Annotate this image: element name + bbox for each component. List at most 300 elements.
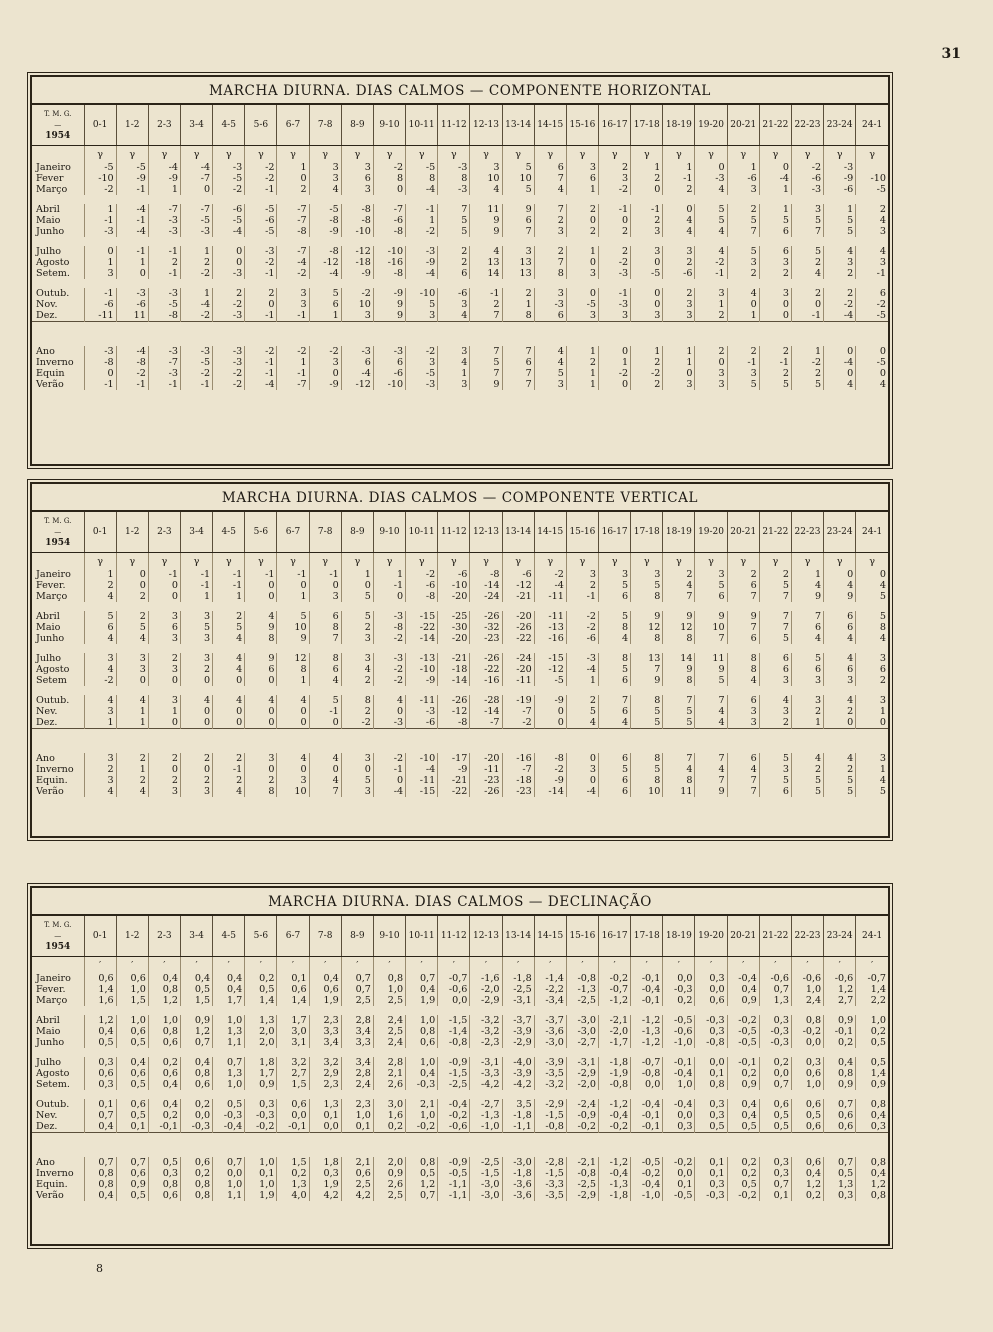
- value-cell: -1: [856, 268, 888, 279]
- table-vertical-component: [30, 482, 890, 838]
- value-cell: -4: [180, 162, 212, 173]
- value-cell: [856, 162, 888, 173]
- value-cell: -10: [373, 379, 405, 390]
- value-cell: 5: [759, 753, 791, 764]
- value-cell: 9: [470, 379, 502, 390]
- value-cell: 6: [824, 622, 856, 633]
- value-cell: -2: [502, 717, 534, 729]
- unit-symbol: ′: [406, 957, 438, 974]
- value-cell: 1,2: [148, 995, 180, 1006]
- value-cell: 0,5: [180, 984, 212, 995]
- value-cell: -1: [148, 268, 180, 279]
- value-cell: 1,3: [309, 1099, 341, 1110]
- value-cell: 4: [566, 717, 598, 729]
- hour-header: 18-19: [663, 105, 695, 146]
- value-cell: 7: [695, 775, 727, 786]
- value-cell: -1: [309, 706, 341, 717]
- value-cell: 3,2: [309, 1057, 341, 1068]
- value-cell: 1: [180, 288, 212, 299]
- value-cell: 5: [631, 717, 663, 729]
- value-cell: 2: [759, 569, 791, 580]
- value-cell: 2: [824, 288, 856, 299]
- value-cell: -4: [116, 204, 148, 215]
- value-cell: 0,4: [213, 984, 245, 995]
- value-cell: 2: [599, 246, 631, 257]
- hour-header: 4-5: [213, 105, 245, 146]
- value-cell: 0,5: [759, 1110, 791, 1121]
- value-cell: 5: [791, 653, 823, 664]
- value-cell: -5: [856, 357, 888, 368]
- value-cell: 3: [309, 162, 341, 173]
- value-cell: -20: [502, 611, 534, 622]
- value-cell: -14: [470, 580, 502, 591]
- value-cell: 8: [341, 695, 373, 706]
- value-cell: -10: [406, 664, 438, 675]
- value-cell: -3: [213, 268, 245, 279]
- value-cell: 0,4: [84, 1121, 116, 1133]
- value-cell: 2: [438, 257, 470, 268]
- value-cell: 0,6: [116, 1099, 148, 1110]
- value-cell: -2: [791, 162, 823, 173]
- value-cell: 2: [631, 215, 663, 226]
- value-cell: 4: [791, 633, 823, 644]
- unit-symbol: ′: [180, 957, 212, 974]
- value-cell: 7: [502, 368, 534, 379]
- value-cell: 7: [438, 204, 470, 215]
- unit-symbol: γ: [824, 553, 856, 570]
- table-row: [32, 973, 888, 984]
- value-cell: 4: [824, 653, 856, 664]
- value-cell: -26: [502, 622, 534, 633]
- value-cell: 0,5: [856, 1057, 888, 1068]
- value-cell: 5: [727, 215, 759, 226]
- hour-header: 8-9: [341, 105, 373, 146]
- value-cell: -3,2: [470, 1015, 502, 1026]
- value-cell: -4: [213, 226, 245, 237]
- value-cell: -1,6: [470, 973, 502, 984]
- value-cell: 2,8: [341, 1068, 373, 1079]
- value-cell: 1: [84, 204, 116, 215]
- unit-symbol: γ: [631, 553, 663, 570]
- value-cell: -7: [277, 379, 309, 390]
- value-cell: -1,0: [470, 1121, 502, 1133]
- value-cell: 7: [791, 611, 823, 622]
- value-cell: -0,1: [727, 1057, 759, 1068]
- value-cell: 2: [148, 257, 180, 268]
- value-cell: -1: [599, 288, 631, 299]
- table-row: [32, 1057, 888, 1068]
- value-cell: 0: [824, 368, 856, 379]
- value-cell: -2: [373, 633, 405, 644]
- value-cell: -2: [277, 268, 309, 279]
- value-cell: 4: [856, 379, 888, 390]
- value-cell: 3: [856, 695, 888, 706]
- value-cell: 3: [791, 204, 823, 215]
- value-cell: 0,3: [695, 973, 727, 984]
- value-cell: 1: [277, 591, 309, 602]
- value-cell: 2: [116, 775, 148, 786]
- value-cell: 0,5: [759, 1121, 791, 1133]
- value-cell: 1,0: [791, 984, 823, 995]
- table-row: [32, 580, 888, 591]
- value-cell: 2,0: [373, 1157, 405, 1168]
- value-cell: 1: [341, 569, 373, 580]
- hour-header: 20-21: [727, 916, 759, 957]
- row-label: Verão: [36, 1190, 64, 1201]
- value-cell: 5: [791, 246, 823, 257]
- value-cell: 1: [759, 204, 791, 215]
- value-cell: -4: [373, 786, 405, 797]
- table-row: [32, 357, 888, 368]
- value-cell: 3: [727, 257, 759, 268]
- value-cell: -0,3: [695, 1015, 727, 1026]
- value-cell: 2: [84, 580, 116, 591]
- value-cell: -10: [856, 173, 888, 184]
- unit-symbol: γ: [309, 146, 341, 163]
- value-cell: -24: [502, 653, 534, 664]
- data-table: [32, 512, 888, 797]
- hour-header: 15-16: [566, 916, 598, 957]
- value-cell: 0,5: [856, 1037, 888, 1048]
- row-label: Abril: [36, 1015, 60, 1026]
- value-cell: -18: [502, 775, 534, 786]
- value-cell: 2: [791, 288, 823, 299]
- value-cell: 0: [180, 675, 212, 686]
- table-row: [32, 173, 888, 184]
- value-cell: 2: [534, 246, 566, 257]
- value-cell: 4: [727, 288, 759, 299]
- table-row: [32, 1168, 888, 1179]
- value-cell: 1,0: [856, 1015, 888, 1026]
- value-cell: 0: [631, 299, 663, 310]
- value-cell: -11: [406, 775, 438, 786]
- row-label: Ano: [36, 753, 55, 764]
- table-row: [32, 184, 888, 195]
- value-cell: 1: [566, 184, 598, 195]
- value-cell: -3: [373, 346, 405, 357]
- value-cell: 2: [148, 753, 180, 764]
- value-cell: -16: [373, 257, 405, 268]
- value-cell: 8: [856, 622, 888, 633]
- value-cell: 0,7: [406, 973, 438, 984]
- value-cell: 1: [438, 368, 470, 379]
- value-cell: -10: [438, 580, 470, 591]
- row-label: Abril: [36, 204, 60, 215]
- value-cell: 0,4: [727, 1110, 759, 1121]
- value-cell: 2: [727, 569, 759, 580]
- value-cell: 0,7: [180, 1037, 212, 1048]
- value-cell: 0,7: [213, 1057, 245, 1068]
- value-cell: 0,5: [116, 1110, 148, 1121]
- value-cell: 0,6: [84, 1068, 116, 1079]
- hour-header: 6-7: [277, 512, 309, 553]
- value-cell: 6: [502, 215, 534, 226]
- value-cell: -3: [180, 226, 212, 237]
- value-cell: 4: [84, 633, 116, 644]
- value-cell: 0: [631, 257, 663, 268]
- row-label: Maio: [36, 622, 61, 633]
- value-cell: 1: [856, 706, 888, 717]
- value-cell: 2: [180, 257, 212, 268]
- value-cell: 3: [599, 569, 631, 580]
- value-cell: -3,0: [566, 1026, 598, 1037]
- value-cell: 0,0: [277, 1110, 309, 1121]
- hour-header: 8-9: [341, 512, 373, 553]
- value-cell: 5: [791, 215, 823, 226]
- hour-header: 18-19: [663, 916, 695, 957]
- hour-header: 14-15: [534, 105, 566, 146]
- value-cell: -1: [695, 268, 727, 279]
- value-cell: -10: [373, 246, 405, 257]
- value-cell: 4: [213, 633, 245, 644]
- value-cell: -0,7: [631, 1057, 663, 1068]
- corner-label: [32, 512, 84, 553]
- value-cell: 10: [341, 299, 373, 310]
- value-cell: 7: [759, 611, 791, 622]
- value-cell: 4: [309, 775, 341, 786]
- value-cell: 0,1: [695, 1157, 727, 1168]
- corner-line: 1954: [45, 130, 71, 141]
- value-cell: -0,7: [856, 973, 888, 984]
- value-cell: 6: [534, 162, 566, 173]
- value-cell: -5: [631, 268, 663, 279]
- value-cell: -3,9: [502, 1026, 534, 1037]
- hour-header: 0-1: [84, 916, 116, 957]
- value-cell: 1,2: [824, 984, 856, 995]
- value-cell: 3: [309, 173, 341, 184]
- row-label: Agosto: [36, 1068, 70, 1079]
- value-cell: 0: [148, 591, 180, 602]
- value-cell: 5: [791, 379, 823, 390]
- value-cell: -0,5: [727, 1037, 759, 1048]
- value-cell: 0,6: [759, 1099, 791, 1110]
- value-cell: 0,6: [148, 1190, 180, 1201]
- value-cell: -8: [277, 226, 309, 237]
- value-cell: 6: [599, 591, 631, 602]
- unit-symbol: γ: [824, 146, 856, 163]
- value-cell: 4: [277, 695, 309, 706]
- value-cell: 3: [727, 706, 759, 717]
- value-cell: 4: [438, 357, 470, 368]
- value-cell: 0: [341, 580, 373, 591]
- value-cell: 5: [727, 379, 759, 390]
- value-cell: 3: [631, 246, 663, 257]
- table-row: [32, 984, 888, 995]
- value-cell: 0,0: [631, 1079, 663, 1090]
- value-cell: -0,3: [759, 1026, 791, 1037]
- value-cell: 3: [695, 288, 727, 299]
- value-cell: -6: [373, 368, 405, 379]
- hour-header: 6-7: [277, 916, 309, 957]
- value-cell: 0: [277, 580, 309, 591]
- value-cell: 0,5: [116, 1079, 148, 1090]
- value-cell: 0,0: [663, 973, 695, 984]
- value-cell: 8: [599, 653, 631, 664]
- value-cell: -2,5: [566, 1179, 598, 1190]
- hour-header: 2-3: [148, 105, 180, 146]
- value-cell: -1: [180, 379, 212, 390]
- value-cell: 1,0: [245, 1157, 277, 1168]
- unit-symbol: γ: [373, 553, 405, 570]
- value-cell: -5: [406, 162, 438, 173]
- value-cell: -0,3: [406, 1079, 438, 1090]
- value-cell: 0,6: [309, 984, 341, 995]
- value-cell: 8: [438, 173, 470, 184]
- value-cell: -3,2: [470, 1026, 502, 1037]
- value-cell: 3: [341, 162, 373, 173]
- value-cell: -1: [245, 184, 277, 195]
- value-cell: 3: [695, 368, 727, 379]
- value-cell: -1,8: [502, 1168, 534, 1179]
- value-cell: 13: [631, 653, 663, 664]
- value-cell: -23: [470, 775, 502, 786]
- value-cell: -26: [470, 611, 502, 622]
- value-cell: -3: [213, 346, 245, 357]
- value-cell: -3,2: [534, 1079, 566, 1090]
- value-cell: 3: [148, 611, 180, 622]
- hour-header: 5-6: [245, 512, 277, 553]
- value-cell: 0,2: [856, 1026, 888, 1037]
- value-cell: 3: [502, 246, 534, 257]
- row-label: Janeiro: [36, 973, 71, 984]
- value-cell: -1: [84, 379, 116, 390]
- table-row: [32, 695, 888, 706]
- hour-header: 0-1: [84, 105, 116, 146]
- value-cell: -9: [341, 268, 373, 279]
- value-cell: 0: [695, 357, 727, 368]
- value-cell: 3,3: [341, 1037, 373, 1048]
- value-cell: -3,0: [534, 1037, 566, 1048]
- value-cell: 6: [148, 622, 180, 633]
- value-cell: 8: [663, 775, 695, 786]
- corner-line: T. M. G.: [44, 920, 72, 929]
- unit-symbol: γ: [566, 553, 598, 570]
- hour-header: 23-24: [824, 512, 856, 553]
- value-cell: 4: [663, 764, 695, 775]
- value-cell: 0,6: [791, 1068, 823, 1079]
- value-cell: -1: [791, 310, 823, 322]
- value-cell: 7: [470, 368, 502, 379]
- hour-header: 10-11: [406, 105, 438, 146]
- value-cell: 2: [856, 675, 888, 686]
- value-cell: 6: [309, 664, 341, 675]
- value-cell: 11: [470, 204, 502, 215]
- value-cell: -2: [406, 346, 438, 357]
- value-cell: -1: [470, 288, 502, 299]
- value-cell: 4: [341, 664, 373, 675]
- value-cell: 2: [534, 215, 566, 226]
- value-cell: 0,5: [116, 1037, 148, 1048]
- value-cell: 0,1: [277, 973, 309, 984]
- value-cell: 1: [502, 299, 534, 310]
- value-cell: -32: [470, 622, 502, 633]
- value-cell: -0,1: [148, 1121, 180, 1133]
- value-cell: 5: [695, 675, 727, 686]
- value-cell: 0: [373, 775, 405, 786]
- hour-header: 17-18: [631, 105, 663, 146]
- row-label: Setem: [36, 675, 67, 686]
- value-cell: 2: [116, 753, 148, 764]
- hour-header: 2-3: [148, 512, 180, 553]
- value-cell: 4: [856, 246, 888, 257]
- value-cell: 10: [631, 786, 663, 797]
- value-cell: 1: [277, 162, 309, 173]
- value-cell: 1: [791, 569, 823, 580]
- value-cell: -5: [309, 204, 341, 215]
- value-cell: -5: [213, 215, 245, 226]
- value-cell: -6: [502, 569, 534, 580]
- hour-header: 17-18: [631, 512, 663, 553]
- table-row: [32, 653, 888, 664]
- value-cell: 0: [84, 246, 116, 257]
- value-cell: 7: [470, 346, 502, 357]
- value-cell: 0: [631, 288, 663, 299]
- value-cell: 0,1: [245, 1168, 277, 1179]
- value-cell: 0,8: [84, 1168, 116, 1179]
- row-label: Outub.: [36, 695, 70, 706]
- value-cell: 0,6: [277, 1099, 309, 1110]
- value-cell: 7: [727, 786, 759, 797]
- value-cell: -2: [373, 162, 405, 173]
- value-cell: 6: [791, 622, 823, 633]
- value-cell: 1,6: [84, 995, 116, 1006]
- value-cell: 3: [566, 764, 598, 775]
- value-cell: -26: [470, 653, 502, 664]
- hour-header: 1-2: [116, 512, 148, 553]
- value-cell: 0,0: [791, 1037, 823, 1048]
- value-cell: -0,5: [663, 1190, 695, 1201]
- value-cell: 0,6: [180, 1157, 212, 1168]
- value-cell: 0: [245, 764, 277, 775]
- value-cell: 8: [502, 310, 534, 322]
- unit-symbol: ′: [84, 957, 116, 974]
- unit-symbol: γ: [341, 146, 373, 163]
- unit-symbol: γ: [245, 146, 277, 163]
- value-cell: -1,3: [566, 984, 598, 995]
- value-cell: -0,5: [663, 1015, 695, 1026]
- value-cell: 6: [245, 664, 277, 675]
- value-cell: 0: [759, 299, 791, 310]
- value-cell: 0,8: [824, 1068, 856, 1079]
- value-cell: 0,5: [727, 1179, 759, 1190]
- value-cell: -0,1: [277, 1121, 309, 1133]
- value-cell: -0,4: [663, 1068, 695, 1079]
- value-cell: -3,4: [534, 995, 566, 1006]
- unit-symbol: γ: [663, 146, 695, 163]
- value-cell: -2: [599, 368, 631, 379]
- value-cell: 0: [116, 675, 148, 686]
- value-cell: 0: [534, 717, 566, 729]
- value-cell: 4: [534, 357, 566, 368]
- unit-symbol: ′: [759, 957, 791, 974]
- table-row: [32, 1026, 888, 1037]
- row-label: Agosto: [36, 664, 70, 675]
- value-cell: 2,6: [373, 1079, 405, 1090]
- hour-header: 13-14: [502, 105, 534, 146]
- unit-symbol: ′: [245, 957, 277, 974]
- value-cell: -4: [566, 664, 598, 675]
- value-cell: 6: [759, 226, 791, 237]
- value-cell: 3: [180, 653, 212, 664]
- value-cell: 0,6: [406, 1037, 438, 1048]
- value-cell: -11: [534, 591, 566, 602]
- hour-header: 3-4: [180, 916, 212, 957]
- value-cell: -2: [341, 717, 373, 729]
- value-cell: -22: [470, 664, 502, 675]
- value-cell: -3: [341, 346, 373, 357]
- value-cell: 0,3: [84, 1079, 116, 1090]
- value-cell: 6: [824, 611, 856, 622]
